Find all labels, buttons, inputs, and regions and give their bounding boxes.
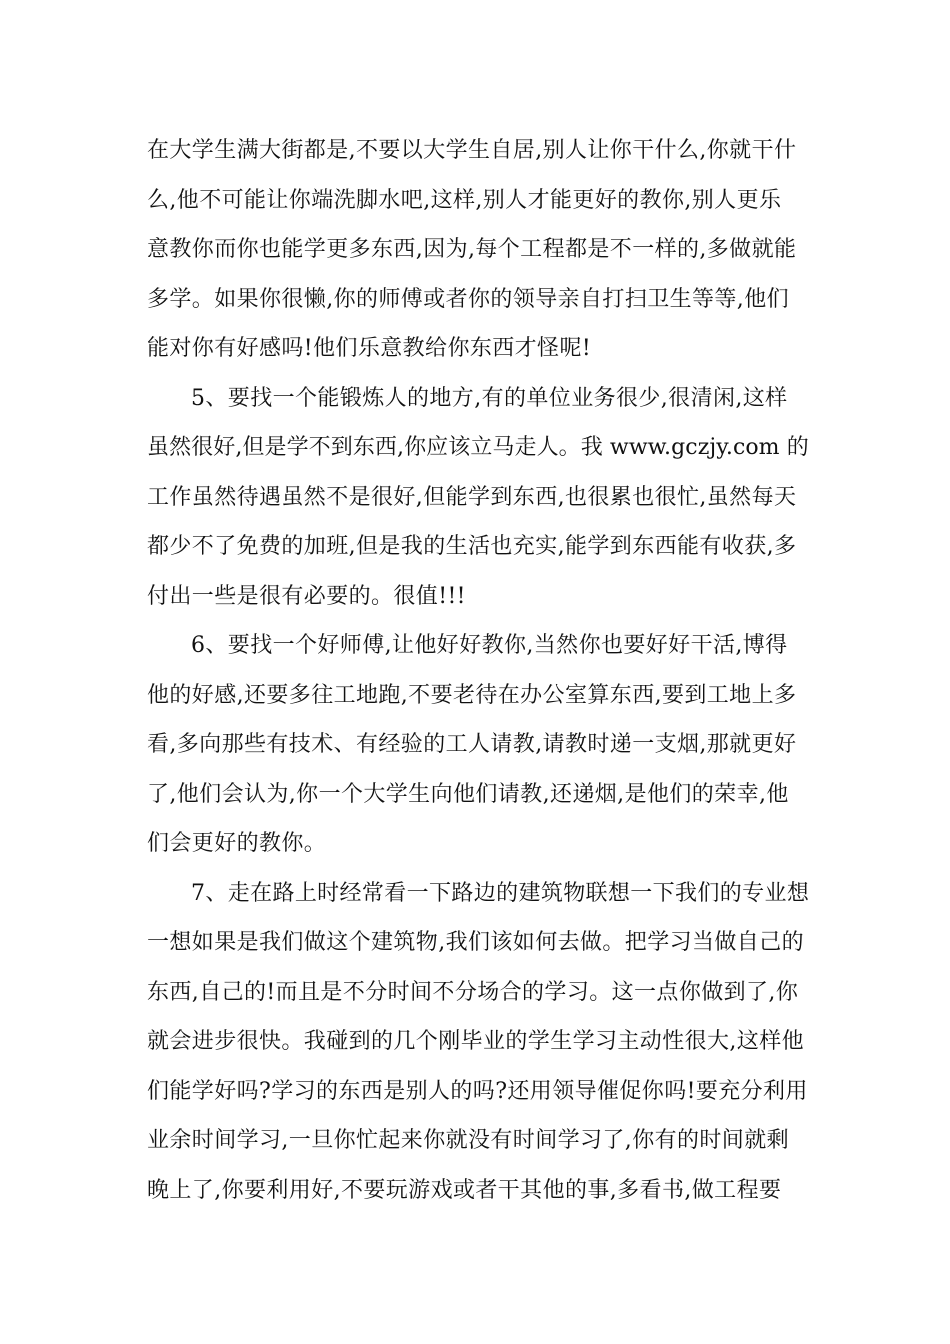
text-line: 都少不了免费的加班,但是我的生活也充实,能学到东西能有收获,多 <box>147 534 797 559</box>
paragraph-first-line: 6、要找一个好师傅,让他好好教你,当然你也要好好干活,博得 <box>191 633 788 658</box>
text-line: 意教你而你也能学更多东西,因为,每个工程都是不一样的,多做就能 <box>147 237 797 262</box>
text-line: 们会更好的教你。 <box>147 831 327 856</box>
text-line: 他的好感,还要多往工地跑,不要老待在办公室算东西,要到工地上多 <box>147 682 797 708</box>
text-line: 就会进步很快。我碰到的几个刚毕业的学生学习主动性很大,这样他 <box>147 1029 804 1054</box>
text-line: 一想如果是我们做这个建筑物,我们该如何去做。把学习当做自己的 <box>147 930 804 955</box>
body-text <box>147 126 809 1215</box>
text-line: 们能学好吗?学习的东西是别人的吗?还用领导催促你吗!要充分利用 <box>147 1078 808 1104</box>
paragraph-first-line: 5、要找一个能锻炼人的地方,有的单位业务很少,很清闲,这样 <box>191 385 788 411</box>
text-line: 了,他们会认为,你一个大学生向他们请教,还递烟,是他们的荣幸,他 <box>147 781 789 807</box>
text-line: 晚上了,你要利用好,不要玩游戏或者干其他的事,多看书,做工程要 <box>147 1177 782 1203</box>
text-line: 多学。如果你很懒,你的师傅或者你的领导亲自打扫卫生等等,他们 <box>147 286 789 312</box>
text-line: 在大学生满大街都是,不要以大学生自居,别人让你干什么,你就干什 <box>147 138 797 163</box>
text-line: 看,多向那些有技术、有经验的工人请教,请教时递一支烟,那就更好 <box>147 732 797 757</box>
text-line: 能对你有好感吗!他们乐意教给你东西才怪呢! <box>147 336 592 361</box>
text-line: 付出一些是很有必要的。很值!!! <box>147 583 466 609</box>
text-line: 工作虽然待遇虽然不是很好,但能学到东西,也很累也很忙,虽然每天 <box>147 484 797 510</box>
text-line: 么,他不可能让你端洗脚水吧,这样,别人才能更好的教你,别人更乐 <box>147 187 782 213</box>
text-line: 东西,自己的!而且是不分时间不分场合的学习。这一点你做到了,你 <box>147 979 799 1005</box>
text-line: 虽然很好,但是学不到东西,你应该立马走人。我 www.gczjy.com 的 <box>147 435 809 460</box>
text-line: 业余时间学习,一旦你忙起来你就没有时间学习了,你有的时间就剩 <box>147 1128 789 1153</box>
paragraph-first-line: 7、走在路上时经常看一下路边的建筑物联想一下我们的专业想 <box>191 880 810 906</box>
